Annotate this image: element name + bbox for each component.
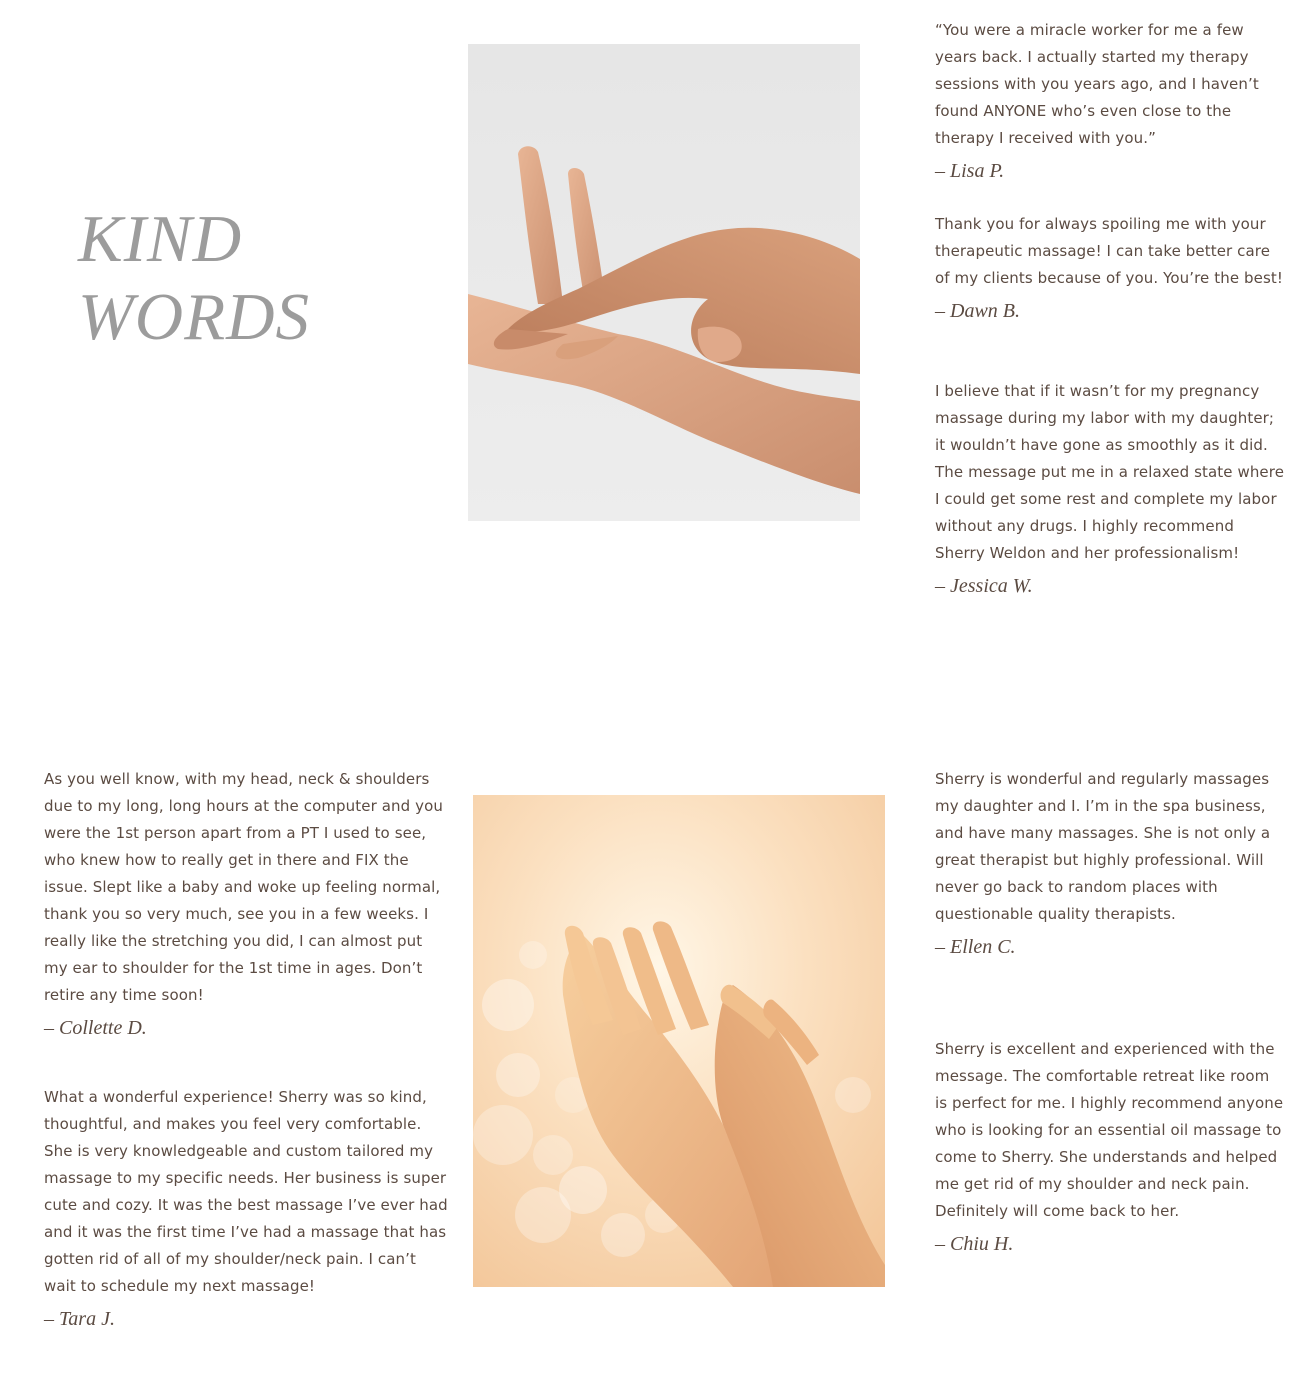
- testimonial-quote: Sherry is excellent and experienced with the message. The comfortable retreat like room is perfect for me. I highly recommend anyone who is looking for an essential oil massage to come to Sherry. She understands and helped me get rid of my shoulder and neck pain. Definitely will come back to her.: [935, 1040, 1284, 1220]
- testimonial-author: – Lisa P.: [935, 160, 1005, 182]
- testimonial-author: – Chiu H.: [935, 1233, 1014, 1255]
- testimonial-quote: Sherry is wonderful and regularly massages my daughter and I. I’m in the spa business, and have many massages. She is not only a great therapist but highly professional. Will never go back to random places with questionable quality therapists.: [935, 770, 1271, 923]
- section-title: [78, 200, 310, 356]
- testimonial-tara: [44, 1084, 449, 1333]
- title-line-2: WORDS: [78, 280, 311, 354]
- testimonial-quote: What a wonderful experience! Sherry was so kind, thoughtful, and makes you feel very comfortable. She is very knowledgeable and custom tailored my massage to my specific needs. Her business is super cute and cozy. It was the best massage I’ve ever had and it was the first time I’ve had a massage that has gotten rid of all of my shoulder/neck pain. I can’t wait to schedule my next massage!: [44, 1088, 448, 1295]
- testimonial-author: – Tara J.: [44, 1308, 115, 1330]
- testimonial-author: – Jessica W.: [935, 575, 1033, 597]
- testimonial-author: – Collette D.: [44, 1017, 147, 1039]
- testimonial-dawn: [935, 211, 1285, 325]
- testimonial-chiu: [935, 1036, 1285, 1258]
- testimonial-quote: I believe that if it wasn’t for my pregnancy massage during my labor with my daughter; it wouldn’t have gone as smoothly as it did. The message put me in a relaxed state where I could get some rest and complete my labor without any drugs. I highly recommend Sherry Weldon and her professionalism!: [935, 382, 1285, 562]
- hands-massage-image: [468, 44, 860, 521]
- cupped-hands-image: [473, 795, 885, 1287]
- testimonial-lisa: [935, 17, 1285, 185]
- testimonial-ellen: [935, 766, 1280, 961]
- testimonial-author: – Ellen C.: [935, 936, 1016, 958]
- testimonial-quote: Thank you for always spoiling me with your therapeutic massage! I can take better care of my clients because of you. You’re the best!: [935, 215, 1283, 287]
- testimonial-collette: [44, 766, 449, 1042]
- testimonial-jessica: [935, 378, 1285, 600]
- testimonial-quote: “You were a miracle worker for me a few years back. I actually started my therapy sessions with you years ago, and I haven’t found ANYONE who’s even close to the therapy I received with you.”: [935, 21, 1259, 147]
- title-line-1: KIND: [78, 202, 243, 276]
- testimonial-quote: As you well know, with my head, neck & shoulders due to my long, long hours at the computer and you were the 1st person apart from a PT I used to see, who knew how to really get in there and FIX the issue. Slept like a baby and woke up feeling normal, thank you so very much, see you in a few weeks. I really like the stretching you did, I can almost put my ear to shoulder for the 1st time in ages. Don’t retire any time soon!: [44, 770, 443, 1004]
- testimonial-author: – Dawn B.: [935, 300, 1020, 322]
